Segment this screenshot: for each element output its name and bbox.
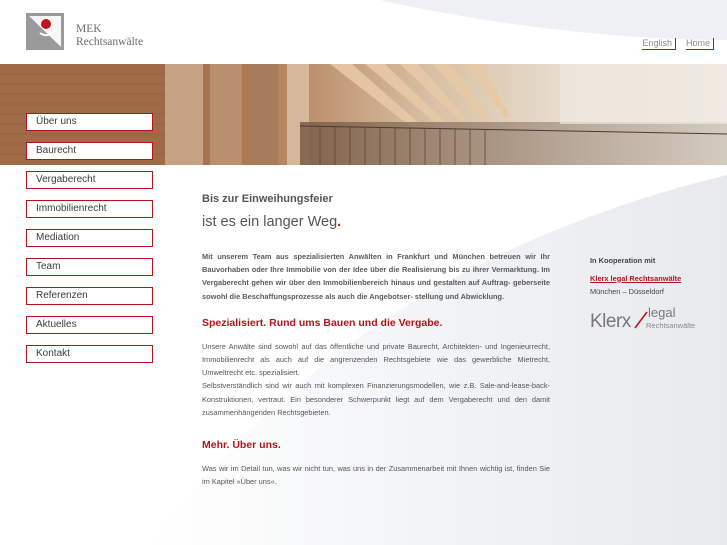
- nav-item-team[interactable]: Team: [26, 258, 153, 276]
- intro-subheading-text: ist es ein langer Weg: [202, 214, 338, 230]
- nav-item-ueber-uns[interactable]: Über uns: [26, 113, 153, 131]
- home-link[interactable]: Home: [686, 38, 714, 50]
- intro-heading: Bis zur Einweihungsfeier: [202, 193, 333, 205]
- logo-line-1: MEK: [76, 23, 102, 35]
- nav-item-vergaberecht[interactable]: Vergaberecht: [26, 171, 153, 189]
- cooperation-box: [590, 255, 715, 332]
- partner-logo-word-1: Klerx: [590, 311, 631, 332]
- nav-item-referenzen[interactable]: Referenzen: [26, 287, 153, 305]
- nav-item-kontakt[interactable]: Kontakt: [26, 345, 153, 363]
- logo-line-2: Rechtsanwälte: [76, 36, 144, 48]
- intro-subheading: [202, 214, 550, 230]
- nav-item-baurecht[interactable]: Baurecht: [26, 142, 153, 160]
- partner-logo[interactable]: [590, 305, 708, 333]
- section-heading-specialized: Spezialisiert. Rund ums Bauen und die Vergabe.: [202, 316, 443, 329]
- partner-logo-word-3: Rechtsanwälte: [646, 321, 696, 330]
- section-paragraph-1: Unsere Anwälte sind sowohl auf das öffentliche und private Baurecht, Architekten- und Ingenieurrecht, Immobilienrecht als auch auf die angrenzenden Rechtsgebiete wie das gewerbliche Mietrecht, Umweltrecht etc. spezialisiert.: [202, 341, 550, 378]
- cooperation-label: In Kooperation mit: [590, 256, 656, 265]
- main-navigation: [26, 113, 153, 374]
- partner-cities: München – Düsseldorf: [590, 286, 664, 296]
- logo-mark-icon: [26, 13, 64, 50]
- section-paragraph-2: Selbstverständlich sind wir auch mit komplexen Finanzierungsmodellen, wie z.B. Sale-and-lease-back-Konstruktionen, vertraut. Ein besonderer Schwerpunkt liegt auf dem Vergaberecht und den damit zusammenhängenden Rechtsgebieten.: [202, 381, 550, 417]
- section-paragraph-3: Was wir im Detail tun, was wir nicht tun, was uns in der Zusammenarbeit mit Ihnen wichtig ist, finden Sie im Kapitel »Über uns«.: [202, 464, 550, 487]
- site-logo[interactable]: [26, 13, 166, 53]
- section-heading-about: Mehr. Über uns.: [202, 439, 281, 452]
- main-content: [202, 193, 550, 488]
- nav-item-immobilienrecht[interactable]: Immobilienrecht: [26, 200, 153, 218]
- intro-accent-dot: .: [337, 214, 342, 230]
- partner-link[interactable]: Klerx legal Rechtsanwälte: [590, 273, 682, 283]
- partner-logo-word-2: legal: [648, 305, 676, 320]
- top-links: [642, 38, 714, 50]
- english-link[interactable]: English: [642, 38, 676, 50]
- intro-paragraph: Mit unserem Team aus spezialisierten Anwälten in Frankfurt und München betreuen wir Ihr Bauvorhaben oder Ihre Immobilie von der Idee über die Realisierung bis zu ihrer Vermarktung. Im Vergaberecht gehen wir über den Immobilienbereich hinaus und gestalten auf Auftrag- geberseite sowohl die Beschaffungsprozesse als auch die Angebotser- stellung und Abwicklung.: [202, 252, 550, 301]
- logo-text: [76, 23, 143, 49]
- nav-item-mediation[interactable]: Mediation: [26, 229, 153, 247]
- nav-item-aktuelles[interactable]: Aktuelles: [26, 316, 153, 334]
